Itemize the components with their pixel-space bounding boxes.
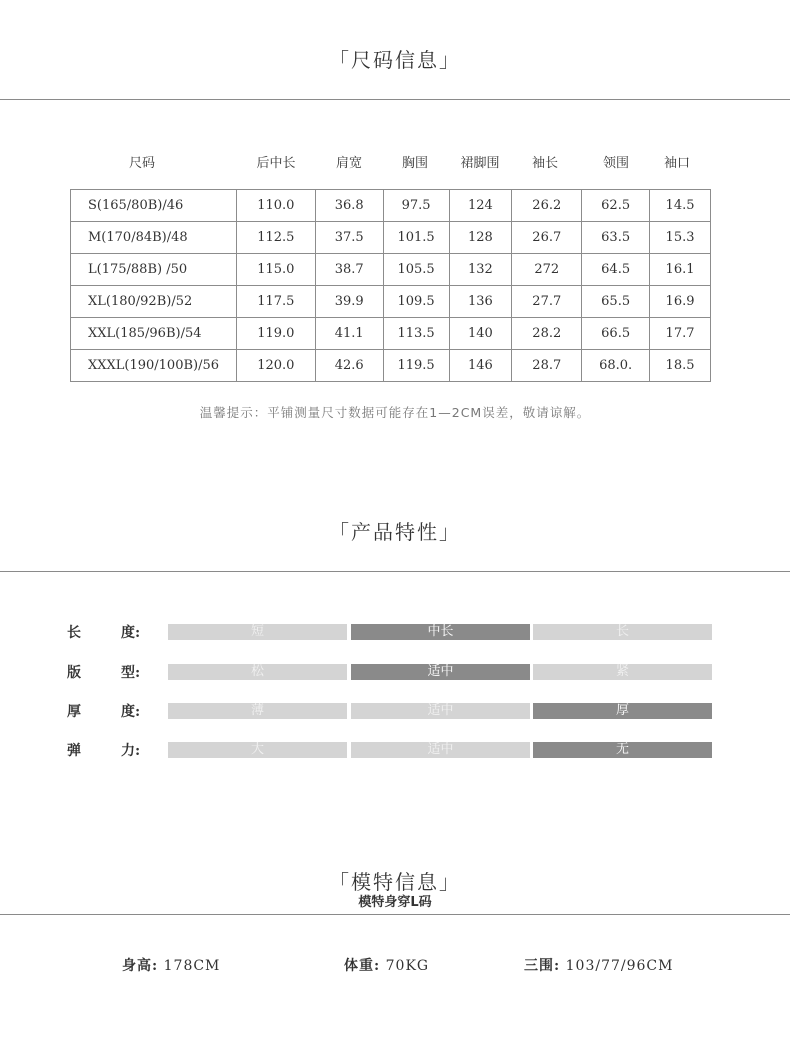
model-weight (344, 955, 429, 975)
measurement-cell: 15.3 (650, 222, 711, 254)
measurement-cell: 113.5 (383, 318, 449, 350)
measurement-cell: 120.0 (236, 350, 315, 382)
table-row (71, 190, 711, 222)
measurement-cell: 68.0. (582, 350, 650, 382)
measurement-cell: 39.9 (315, 286, 383, 318)
size-cell: S(165/80B)/46 (71, 190, 237, 222)
measurement-cell: 18.5 (650, 350, 711, 382)
size-cell: XXXL(190/100B)/56 (71, 350, 237, 382)
size-cell: XL(180/92B)/52 (71, 286, 237, 318)
feature-option: 松 (168, 664, 347, 680)
feature-option: 适中 (351, 742, 530, 758)
measurement-cell: 27.7 (512, 286, 582, 318)
measurement-cell: 136 (449, 286, 512, 318)
feature-option-selected: 中长 (351, 624, 530, 640)
size-section-title: 「尺码信息」 (329, 48, 461, 72)
feature-label-char: 长 (67, 625, 81, 641)
feature-option-selected: 无 (533, 742, 712, 758)
feature-option: 适中 (351, 703, 530, 719)
measurement-cell: 97.5 (383, 190, 449, 222)
feature-label-char: 度: (121, 704, 141, 720)
measurement-cell: 14.5 (650, 190, 711, 222)
measurement-cell: 109.5 (383, 286, 449, 318)
feature-option: 紧 (533, 664, 712, 680)
model-weight-value: 70KG (385, 958, 430, 974)
measurement-cell: 16.9 (650, 286, 711, 318)
measurement-cell: 132 (449, 254, 512, 286)
table-row (71, 286, 711, 318)
feature-label-char: 厚 (67, 704, 81, 720)
feature-option: 大 (168, 742, 347, 758)
model-measurements (524, 955, 673, 975)
measurement-cell: 63.5 (582, 222, 650, 254)
measurement-cell: 16.1 (650, 254, 711, 286)
model-measurements-label: 三围: (524, 958, 561, 974)
measurement-note: 温馨提示：平铺测量尺寸数据可能存在1—2CM误差，敬请谅解。 (199, 405, 591, 420)
header-bust: 胸围 (401, 156, 428, 171)
model-height-value: 178CM (163, 958, 221, 974)
feature-option-selected: 适中 (351, 664, 530, 680)
table-row (71, 350, 711, 382)
divider (0, 914, 790, 915)
measurement-cell: 65.5 (582, 286, 650, 318)
measurement-cell: 105.5 (383, 254, 449, 286)
feature-label-char: 力: (121, 743, 141, 759)
measurement-cell: 124 (449, 190, 512, 222)
measurement-cell: 272 (512, 254, 582, 286)
feature-option: 长 (533, 624, 712, 640)
measurement-cell: 128 (449, 222, 512, 254)
feature-option-selected: 厚 (533, 703, 712, 719)
divider (0, 99, 790, 100)
measurement-cell: 41.1 (315, 318, 383, 350)
measurement-cell: 28.2 (512, 318, 582, 350)
measurement-cell: 110.0 (236, 190, 315, 222)
size-cell: XXL(185/96B)/54 (71, 318, 237, 350)
feature-section-title: 「产品特性」 (329, 520, 461, 544)
header-collar: 领围 (602, 156, 629, 171)
header-hem: 裙脚围 (460, 156, 500, 171)
measurement-cell: 26.7 (512, 222, 582, 254)
model-section-title: 「模特信息」 (329, 870, 461, 894)
measurement-cell: 66.5 (582, 318, 650, 350)
measurement-cell: 140 (449, 318, 512, 350)
divider (0, 571, 790, 572)
feature-label-char: 型: (121, 665, 141, 681)
model-height-label: 身高: (122, 958, 159, 974)
measurement-cell: 115.0 (236, 254, 315, 286)
header-size: 尺码 (128, 156, 155, 171)
feature-label-char: 度: (121, 625, 141, 641)
measurement-cell: 119.5 (383, 350, 449, 382)
measurement-cell: 36.8 (315, 190, 383, 222)
measurement-cell: 119.0 (236, 318, 315, 350)
header-sleeve: 袖长 (531, 156, 558, 171)
model-subtitle: 模特身穿L码 (358, 895, 432, 910)
measurement-cell: 101.5 (383, 222, 449, 254)
measurement-cell: 17.7 (650, 318, 711, 350)
model-height (122, 955, 220, 975)
measurement-cell: 28.7 (512, 350, 582, 382)
measurement-cell: 42.6 (315, 350, 383, 382)
header-back-length: 后中长 (256, 156, 296, 171)
table-row (71, 318, 711, 350)
measurement-cell: 26.2 (512, 190, 582, 222)
measurement-cell: 117.5 (236, 286, 315, 318)
measurement-cell: 146 (449, 350, 512, 382)
model-weight-label: 体重: (344, 958, 381, 974)
feature-label-char: 弹 (67, 743, 81, 759)
size-cell: L(175/88B) /50 (71, 254, 237, 286)
table-row (71, 254, 711, 286)
header-cuff: 袖口 (663, 156, 690, 171)
model-measurements-value: 103/77/96CM (565, 958, 674, 974)
feature-option: 短 (168, 624, 347, 640)
feature-label-char: 版 (67, 665, 81, 681)
table-row (71, 222, 711, 254)
measurement-cell: 37.5 (315, 222, 383, 254)
feature-option: 薄 (168, 703, 347, 719)
size-cell: M(170/84B)/48 (71, 222, 237, 254)
measurement-cell: 38.7 (315, 254, 383, 286)
measurement-cell: 62.5 (582, 190, 650, 222)
size-table (70, 189, 711, 382)
measurement-cell: 64.5 (582, 254, 650, 286)
header-shoulder: 肩宽 (335, 156, 362, 171)
measurement-cell: 112.5 (236, 222, 315, 254)
